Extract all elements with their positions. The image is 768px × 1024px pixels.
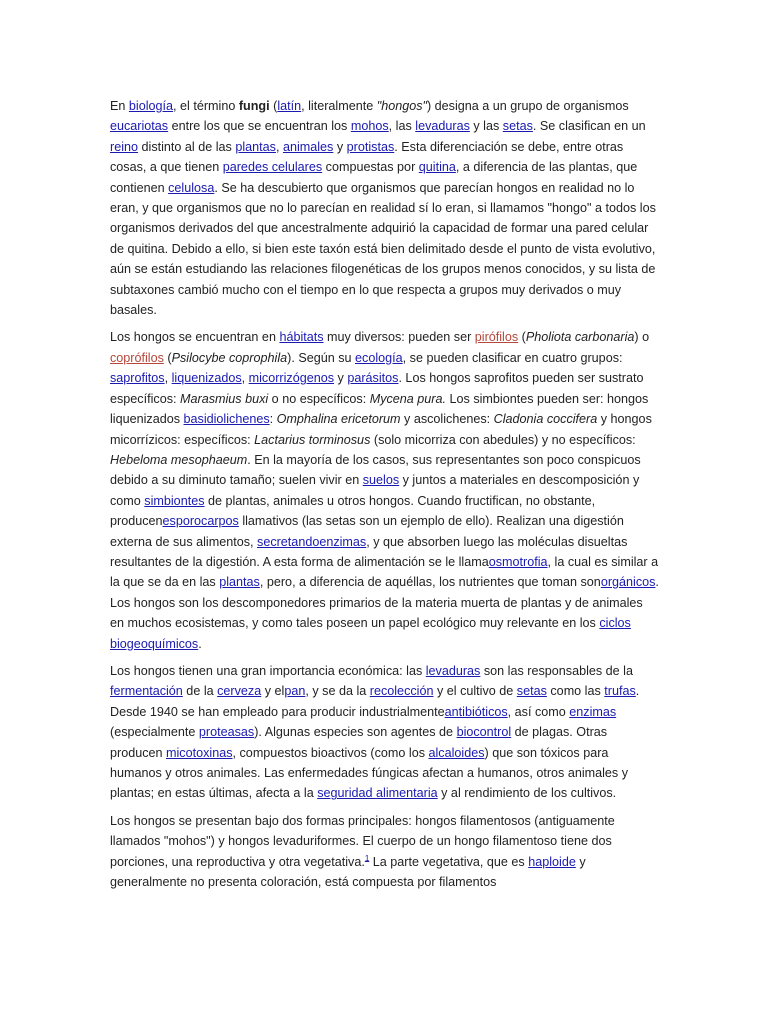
wiki-link[interactable]: liquenizados — [171, 371, 242, 386]
wiki-link[interactable]: hábitats — [279, 330, 324, 345]
paragraph-1 — [110, 96, 660, 320]
wiki-link[interactable]: celulosa — [168, 180, 215, 195]
bold-term: fungi — [238, 99, 270, 113]
text-run: de la — [182, 684, 218, 699]
text-run: de plantas, animales u otros hongos. Cuando fructifican, no obstante, producen — [110, 493, 596, 529]
text-run: , — [275, 139, 283, 154]
text-run: ( — [163, 350, 172, 365]
text-run: ( — [518, 330, 526, 345]
wiki-link[interactable]: biocontrol — [456, 725, 512, 740]
text-run: , pero, a diferencia de aquéllas, los nutrientes que toman son — [259, 575, 601, 590]
text-run: . Se clasifican en un — [532, 119, 646, 134]
wiki-link[interactable]: protistas — [346, 139, 395, 154]
text-run: , — [164, 371, 172, 386]
text-run: , — [241, 371, 249, 386]
wiki-link[interactable]: haploide — [528, 854, 576, 869]
paragraph-4 — [110, 811, 660, 893]
text-run: Los simbiontes pueden ser: hongos liquenizados — [110, 391, 649, 427]
wiki-link[interactable]: parásitos — [347, 371, 399, 386]
wiki-link[interactable]: osmotrofia — [488, 554, 548, 569]
italic-text: Lactarius torminosus — [254, 432, 371, 447]
wiki-link[interactable]: coprófilos — [110, 350, 164, 365]
wiki-link[interactable]: quitina — [418, 160, 456, 175]
text-run: ) designa a un grupo de organismos — [426, 99, 629, 113]
italic-text: Omphalina ericetorum — [276, 412, 401, 427]
text-run: y las — [469, 119, 503, 134]
wiki-link[interactable]: levaduras — [425, 663, 481, 678]
text-run: o no específicos: — [268, 391, 370, 406]
text-run: . Desde 1940 se han empleado para producir industrialmente — [110, 684, 640, 719]
wiki-link[interactable]: proteasas — [198, 725, 255, 740]
italic-text: "hongos" — [376, 99, 427, 113]
wiki-link[interactable]: plantas — [235, 139, 276, 154]
wiki-link[interactable]: setas — [502, 119, 533, 134]
wiki-link[interactable]: orgánicos — [600, 575, 656, 590]
wiki-link[interactable]: enzimas — [569, 704, 617, 719]
article-body — [110, 96, 660, 899]
text-run: : — [269, 412, 277, 427]
text-run: y ascolichenes: — [400, 412, 494, 427]
text-run: ). Según su — [287, 350, 356, 365]
text-run: y hongos micorrízicos: específicos: — [110, 412, 652, 447]
text-run: , y que absorben luego las moléculas disueltas resultantes de la digestión. A esta forma de alimentación se le llama — [110, 534, 628, 569]
text-run: , las — [388, 119, 416, 134]
italic-text: Hebeloma mesophaeum — [110, 452, 248, 467]
text-run: y juntos a materiales en descomposición y como — [110, 473, 640, 508]
text-run: , el término — [173, 99, 239, 113]
wiki-link[interactable]: biología — [128, 99, 174, 113]
text-run: y el — [261, 684, 285, 699]
wiki-link[interactable]: trufas — [604, 684, 636, 699]
wiki-link[interactable]: plantas — [219, 575, 260, 590]
wiki-link[interactable]: ecología — [355, 350, 403, 365]
italic-text: Mycena pura. — [369, 391, 447, 406]
wiki-link[interactable]: ciclos biogeoquímicos — [110, 616, 631, 651]
text-run: llamativos (las setas son un ejemplo de ello). Realizan una digestión externa de sus alimentos, — [110, 514, 624, 549]
footnote-link[interactable]: 1 — [364, 853, 370, 863]
text-run: como las — [546, 684, 605, 699]
text-run: , se pueden clasificar en cuatro grupos: — [402, 350, 623, 365]
text-run: Los hongos tienen una gran importancia económica: las — [110, 663, 426, 678]
text-run: (especialmente — [110, 725, 199, 740]
text-run: . Los hongos saprofitos pueden ser sustrato específicos: — [110, 371, 644, 406]
text-run: y generalmente no presenta coloración, está compuesta por filamentos — [110, 854, 586, 890]
wiki-link[interactable]: pirófilos — [474, 330, 519, 345]
italic-text: Pholiota carbonaria — [525, 330, 635, 345]
wiki-link[interactable]: micotoxinas — [166, 745, 233, 760]
text-run: . Los hongos son los descomponedores primarios de la materia muerta de plantas y de animales en muchos ecosistemas, y como tales poseen un papel ecológico muy relevante en los — [110, 575, 659, 631]
wiki-link[interactable]: animales — [282, 139, 334, 154]
text-run: y — [334, 371, 348, 386]
wiki-link[interactable]: fermentación — [110, 684, 183, 699]
text-run: y al rendimiento de los cultivos. — [437, 786, 617, 801]
text-run: distinto al de las — [138, 139, 236, 154]
text-run: son las responsables de la — [480, 663, 633, 678]
wiki-link[interactable]: seguridad alimentaria — [317, 786, 438, 801]
text-run: La parte vegetativa, que es — [369, 854, 529, 869]
italic-text: Psilocybe coprophila — [171, 350, 288, 365]
wiki-link[interactable]: setas — [516, 684, 547, 699]
paragraph-3 — [110, 661, 660, 804]
text-run: , compuestos bioactivos (como los — [232, 745, 429, 760]
text-run: En — [110, 99, 129, 113]
wiki-link[interactable]: saprofitos — [110, 371, 165, 386]
italic-text: Marasmius buxi — [180, 391, 269, 406]
wiki-link[interactable]: suelos — [362, 473, 400, 488]
wiki-link[interactable]: simbiontes — [144, 493, 205, 508]
text-run: . Se ha descubierto que organismos que parecían hongos en realidad no lo eran, y que organismos que no lo parecían en realidad sí lo eran, si llamamos "hongo" a todos los organismos derivados del que ancestralmente adquirió la capacidad de formar una pared celular de quitina. Debido a ello, si bien este taxón está bien delimitado desde el punto de vista evolutivo, aún se están estudiando las relaciones filogenéticas de los grupos menos conocidos, y su lista de subtaxones cambió mucho con el tiempo en lo que respecta a grupos muy derivados o muy basales. — [110, 180, 656, 318]
wiki-link[interactable]: secretandoenzimas — [257, 534, 367, 549]
wiki-link[interactable]: basidiolichenes — [183, 412, 270, 427]
wiki-link[interactable]: recolección — [369, 684, 434, 699]
paragraph-2 — [110, 327, 660, 654]
text-run: Los hongos se presentan bajo dos formas principales: hongos filamentosos (antiguamente llamados "mohos") y hongos levaduriformes. El cuerpo de un hongo filamentoso tiene dos porciones, una reproductiva y otra vegetativa. — [110, 813, 615, 869]
text-run: (solo micorriza con abedules) y no específicos: — [370, 432, 636, 447]
text-run: , y se da la — [305, 684, 370, 699]
text-run: y el cultivo de — [433, 684, 517, 699]
wiki-link[interactable]: pan — [284, 684, 306, 699]
text-run: , literalmente — [301, 99, 377, 113]
text-run: ) o — [634, 330, 650, 345]
wiki-link[interactable]: eucariotas — [110, 119, 169, 134]
text-run: . En la mayoría de los casos, sus representantes son poco conspicuos debido a su diminuto tamaño; suelen vivir en — [110, 452, 641, 488]
wiki-link[interactable]: mohos — [350, 119, 389, 134]
wiki-link[interactable]: antibióticos — [444, 704, 508, 719]
text-run: , la cual es similar a la que se da en las — [110, 554, 659, 590]
text-run: ( — [269, 99, 278, 113]
wiki-link[interactable]: alcaloides — [428, 745, 485, 760]
text-run: . — [198, 636, 202, 651]
text-run: . Esta diferenciación se debe, entre otras cosas, a que tienen — [110, 139, 624, 175]
wiki-link[interactable]: latín — [277, 99, 302, 113]
text-run: ) que son tóxicos para humanos y otros animales. Las enfermedades fúngicas afectan a humanos, otros animales y plantas; en estas últimas, afecta a la — [110, 745, 629, 801]
wiki-link[interactable]: levaduras — [415, 119, 470, 134]
text-run: Los hongos se encuentran en — [110, 330, 280, 345]
wiki-link[interactable]: cerveza — [217, 684, 262, 699]
wiki-link[interactable]: reino — [110, 139, 139, 154]
text-run: , a diferencia de las plantas, que contienen — [110, 160, 638, 195]
text-run: de plagas. Otras producen — [110, 725, 608, 760]
wiki-link[interactable]: esporocarpos — [162, 514, 239, 529]
text-run: , así como — [507, 704, 570, 719]
text-run: compuestas por — [322, 160, 419, 175]
text-run: ). Algunas especies son agentes de — [254, 725, 457, 740]
text-run: muy diversos: pueden ser — [323, 330, 475, 345]
wiki-link[interactable]: micorrizógenos — [248, 371, 335, 386]
wiki-link[interactable]: paredes celulares — [222, 160, 323, 175]
text-run: y — [333, 139, 347, 154]
italic-text: Cladonia coccifera — [493, 412, 598, 427]
text-run: entre los que se encuentran los — [168, 119, 351, 134]
